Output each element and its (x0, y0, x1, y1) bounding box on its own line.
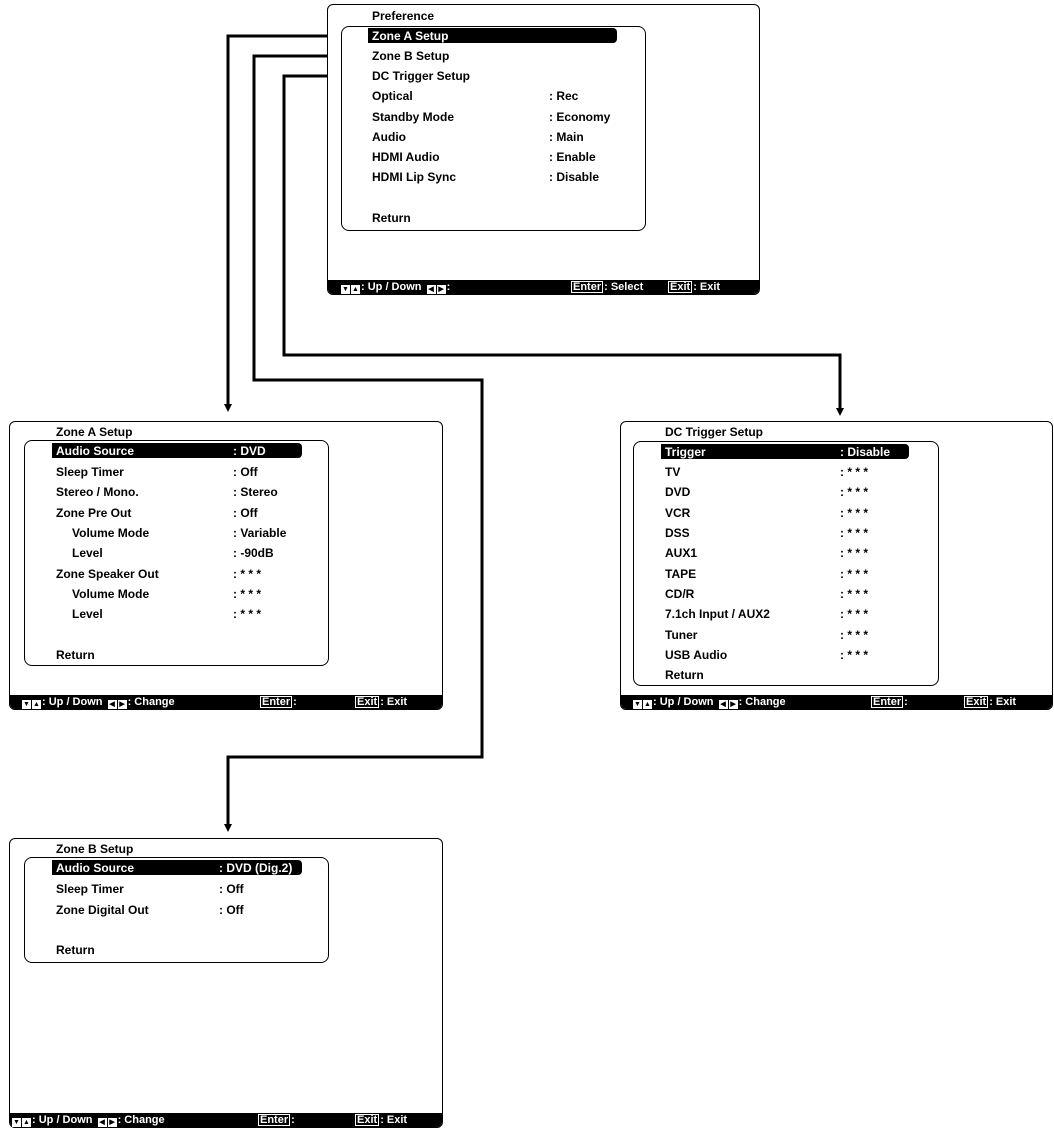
screen-title: Preference (372, 9, 435, 23)
menu-item-speaker-level[interactable]: Level (72, 607, 103, 621)
exit-key-icon: Exit (670, 281, 691, 293)
footer-lr-text: : (446, 281, 451, 293)
menu-item-dc-trigger-setup[interactable]: DC Trigger Setup (372, 69, 471, 83)
menu-value-cd-r: : * * * (840, 587, 869, 601)
menu-item-audio[interactable]: Audio (372, 130, 406, 144)
left-arrow-icon: ◀ (99, 1119, 105, 1126)
menu-value-speaker-volume-mode: : * * * (233, 587, 262, 601)
up-arrow-icon: ▲ (23, 1119, 30, 1126)
menu-item-aux1[interactable]: AUX1 (665, 546, 698, 560)
footer-exit: Exit : Exit (357, 696, 408, 708)
menu-value-aux1: : * * * (840, 546, 869, 560)
menu-item-pre-out-level[interactable]: Level (72, 546, 103, 560)
footer-enter: Enter : Select (573, 281, 644, 293)
menu-item-sleep-timer[interactable]: Sleep Timer (56, 465, 124, 479)
return-item[interactable]: Return (56, 648, 95, 662)
footer-bar (621, 695, 1052, 709)
enter-key-icon: Enter (873, 696, 902, 708)
footer-nav (22, 696, 175, 709)
menu-item-hdmi-audio[interactable]: HDMI Audio (372, 150, 440, 164)
right-arrow-icon: ▶ (730, 701, 736, 708)
screen-title: DC Trigger Setup (665, 425, 764, 439)
footer-enter: Enter : (260, 1114, 295, 1126)
menu-value-dvd: : * * * (840, 485, 869, 499)
exit-key-icon: Exit (357, 696, 378, 708)
preference-screen (327, 4, 760, 295)
menu-item-zone-b-setup[interactable]: Zone B Setup (372, 49, 450, 63)
menu-value-audio: : Main (549, 130, 584, 144)
enter-key-icon: Enter (262, 696, 291, 708)
menu-item-audio-source[interactable]: Audio Source (56, 444, 135, 458)
screen-title: Zone A Setup (56, 425, 133, 439)
down-arrow-icon: ▼ (634, 701, 641, 708)
menu-item-usb-audio[interactable]: USB Audio (665, 648, 728, 662)
menu-item-zone-digital-out[interactable]: Zone Digital Out (56, 903, 149, 917)
footer-enter: Enter : (873, 696, 908, 708)
menu-item-dvd[interactable]: DVD (665, 485, 691, 499)
footer-bar (10, 1113, 442, 1127)
footer-exit: Exit : Exit (357, 1114, 408, 1126)
zone-b-setup-screen (9, 838, 443, 1128)
menu-value-sleep-timer: : Off (219, 882, 244, 896)
menu-value-audio-source: : DVD (233, 444, 266, 458)
menu-item-zone-pre-out[interactable]: Zone Pre Out (56, 506, 132, 520)
menu-item-stereo-mono[interactable]: Stereo / Mono. (56, 485, 139, 499)
footer-nav-text: : Up / Down (42, 696, 103, 708)
return-item[interactable]: Return (56, 943, 95, 957)
down-arrow-icon: ▼ (23, 701, 30, 708)
footer-nav (633, 696, 786, 709)
up-arrow-icon: ▲ (644, 701, 651, 708)
menu-item-trigger[interactable]: Trigger (665, 445, 706, 459)
menu-item-tv[interactable]: TV (665, 465, 681, 479)
menu-value-stereo-mono: : Stereo (233, 485, 278, 499)
menu-value-pre-out-level: : -90dB (233, 546, 274, 560)
footer-exit: Exit : Exit (966, 696, 1017, 708)
footer-nav-text: : Up / Down (653, 696, 714, 708)
menu-item-pre-out-volume-mode[interactable]: Volume Mode (72, 526, 150, 540)
menu-value-optical: : Rec (549, 89, 579, 103)
menu-value-zone-speaker-out: : * * * (233, 567, 262, 581)
screen-title: Zone B Setup (56, 842, 134, 856)
footer-exit: Exit : Exit (670, 281, 721, 293)
menu-value-zone-pre-out: : Off (233, 506, 258, 520)
menu-value-vcr: : * * * (840, 506, 869, 520)
right-arrow-icon: ▶ (119, 701, 125, 708)
menu-item-cd-r[interactable]: CD/R (665, 587, 695, 601)
exit-key-icon: Exit (357, 1114, 378, 1126)
footer-lr-text: : Change (117, 1114, 165, 1126)
zone-a-setup-screen (9, 421, 443, 710)
menu-item-7-1ch-input-aux2[interactable]: 7.1ch Input / AUX2 (665, 607, 770, 621)
menu-value-usb-audio: : * * * (840, 648, 869, 662)
menu-value-7-1ch-input-aux2: : * * * (840, 607, 869, 621)
footer-lr-text: : Change (127, 696, 175, 708)
return-item[interactable]: Return (665, 668, 704, 682)
left-arrow-icon: ◀ (720, 701, 726, 708)
menu-item-optical[interactable]: Optical (372, 89, 413, 103)
right-arrow-icon: ▶ (109, 1119, 115, 1126)
footer-nav-text: : Up / Down (32, 1114, 93, 1126)
exit-key-icon: Exit (966, 696, 987, 708)
footer-bar (328, 280, 759, 294)
menu-value-hdmi-lip-sync: : Disable (549, 170, 600, 184)
menu-value-tuner: : * * * (840, 628, 869, 642)
dc-trigger-setup-screen (620, 421, 1053, 710)
menu-item-standby-mode[interactable]: Standby Mode (372, 110, 455, 124)
footer-bar (10, 695, 442, 709)
left-arrow-icon: ◀ (428, 286, 434, 293)
menu-value-zone-digital-out: : Off (219, 903, 244, 917)
menu-value-hdmi-audio: : Enable (549, 150, 596, 164)
menu-item-speaker-volume-mode[interactable]: Volume Mode (72, 587, 150, 601)
down-arrow-icon: ▼ (342, 286, 349, 293)
enter-key-icon: Enter (573, 281, 602, 293)
menu-value-standby-mode: : Economy (549, 110, 611, 124)
menu-item-sleep-timer[interactable]: Sleep Timer (56, 882, 124, 896)
up-arrow-icon: ▲ (352, 286, 359, 293)
menu-value-sleep-timer: : Off (233, 465, 258, 479)
menu-value-dss: : * * * (840, 526, 869, 540)
down-arrow-icon: ▼ (13, 1119, 20, 1126)
menu-value-audio-source: : DVD (Dig.2) (219, 861, 293, 875)
right-arrow-icon: ▶ (438, 286, 444, 293)
menu-value-tv: : * * * (840, 465, 869, 479)
footer-nav (341, 281, 450, 294)
menu-item-dss[interactable]: DSS (665, 526, 690, 540)
menu-item-vcr[interactable]: VCR (665, 506, 691, 520)
menu-value-speaker-level: : * * * (233, 607, 262, 621)
menu-item-zone-speaker-out[interactable]: Zone Speaker Out (56, 567, 159, 581)
footer-nav-text: : Up / Down (361, 281, 422, 293)
menu-item-tape[interactable]: TAPE (665, 567, 697, 581)
footer-lr-text: : Change (738, 696, 786, 708)
footer-enter: Enter : (262, 696, 297, 708)
menu-item-tuner[interactable]: Tuner (665, 628, 698, 642)
left-arrow-icon: ◀ (109, 701, 115, 708)
menu-item-hdmi-lip-sync[interactable]: HDMI Lip Sync (372, 170, 457, 184)
menu-value-trigger: : Disable (840, 445, 891, 459)
menu-item-zone-a-setup[interactable]: Zone A Setup (372, 29, 449, 43)
footer-nav (12, 1114, 165, 1127)
return-item[interactable]: Return (372, 211, 411, 225)
menu-item-audio-source[interactable]: Audio Source (56, 861, 135, 875)
menu-value-tape: : * * * (840, 567, 869, 581)
up-arrow-icon: ▲ (33, 701, 40, 708)
menu-value-pre-out-volume-mode: : Variable (233, 526, 287, 540)
enter-key-icon: Enter (260, 1114, 289, 1126)
